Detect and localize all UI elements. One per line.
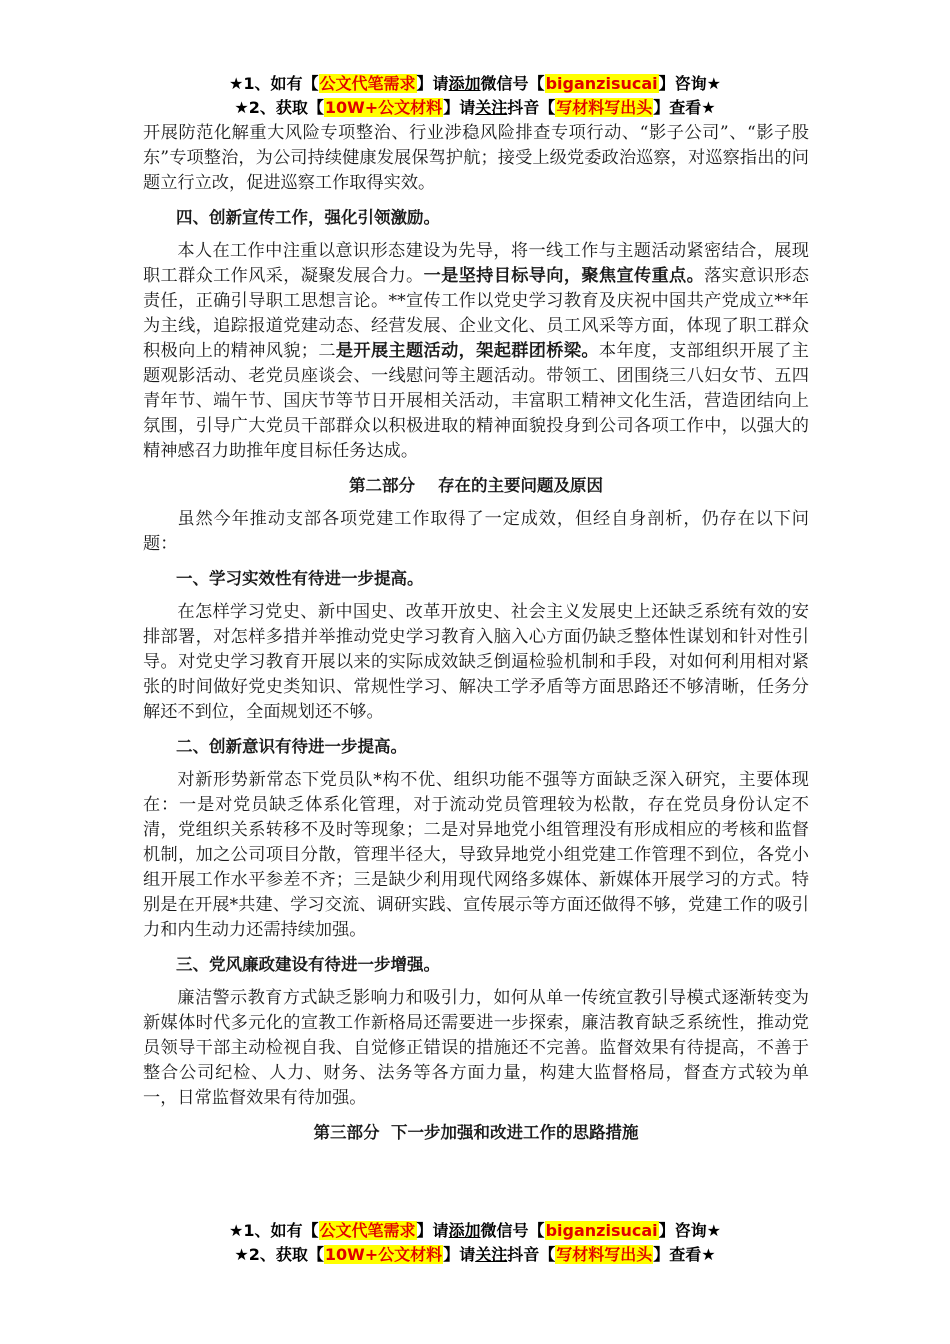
top-banner-line-1 <box>0 72 950 96</box>
wechat-id-highlight: biganzisucai <box>545 1221 658 1240</box>
document-body <box>143 121 809 1154</box>
banner-text: 】咨询★ <box>658 74 721 93</box>
douyin-highlight: 写材料写出头 <box>556 98 653 117</box>
section-heading: 一、学习实效性有待进一步提高。 <box>176 569 424 588</box>
section-heading: 二、创新意识有待进一步提高。 <box>176 737 407 756</box>
banner-text: ★2、获取【 <box>234 1245 324 1264</box>
banner-text: 微信号【 <box>480 1221 545 1240</box>
text-run: 落实意识形态责任，正确引导职工思想言论。**宣传工作以党史学习教育及庆祝中国共产党成立**年为主线，追踪报道党建动态、经营发展、企业文化、员工风采等方面，体现了职工群众积极向上的精神风貌；二 <box>143 266 809 361</box>
text-run: 本年度，支部组织开展了主题观影活动、老党员座谈会、一线慰问等主题活动。带领工、团围绕三八妇女节、五四青年节、端午节、国庆节等节日开展相关活动，丰富职工精神文化生活，营造团结向上氛围，引导广大党员干部群众以积极进取的精神面貌投身到公司各项工作中，以强大的精神感召力助推年度目标任务达成。 <box>143 341 809 461</box>
bottom-banner-line-2 <box>0 1243 950 1267</box>
banner-highlight: 公文代笔需求 <box>319 1221 416 1240</box>
part-heading: 第二部分 存在的主要问题及原因 <box>349 476 603 495</box>
banner-underline-text: 添加 <box>448 74 481 93</box>
banner-text: ★1、如有【 <box>229 1221 319 1240</box>
banner-highlight: 公文代笔需求 <box>319 74 416 93</box>
banner-text: 】请 <box>416 1221 449 1240</box>
banner-underline-text: 添加 <box>448 1221 481 1240</box>
section-heading: 四、创新宣传工作，强化引领激励。 <box>176 208 440 227</box>
paragraph: 对新形势新常态下党员队*构不优、组织功能不强等方面缺乏深入研究，主要体现在：一是对党员缺乏体系化管理，对于流动党员管理较为松散，存在党员身份认定不清，党组织关系转移不及时等现象；二是对异地党小组管理没有形成相应的考核和监督机制，加之公司项目分散，管理半径大，导致异地党小组党建工作管理不到位，各党小组开展工作水平参差不齐；三是缺少利用现代网络多媒体、新媒体开展学习的方式。特别是在开展*共建、学习交流、调研实践、宣传展示等方面还做得不够，党建工作的吸引力和内生动力还需持续加强。 <box>143 770 809 940</box>
paragraph: 虽然今年推动支部各项党建工作取得了一定成效，但经自身剖析，仍存在以下问题： <box>143 509 809 554</box>
paragraph: 在怎样学习党史、新中国史、改革开放史、社会主义发展史上还缺乏系统有效的安排部署，对怎样多措并举推动党史学习教育入脑入心方面仍缺乏整体性谋划和针对性引导。对党史学习教育开展以来的实际成效缺乏倒逼检验机制和手段，对如何利用相对紧张的时间做好党史类知识、常规性学习、解决工学矛盾等方面思路还不够清晰，任务分解还不到位，全面规划还不够。 <box>143 602 809 722</box>
banner-underline-text: 关注 <box>475 98 508 117</box>
banner-highlight: 10W+公文材料 <box>324 98 443 117</box>
banner-text: 】查看★ <box>653 98 716 117</box>
paragraph: 开展防范化解重大风险专项整治、行业涉稳风险排查专项行动、“影子公司”、“影子股东”专项整治，为公司持续健康发展保驾护航；接受上级党委政治巡察，对巡察指出的问题立行立改，促进巡察工作取得实效。 <box>143 123 809 193</box>
bold-run: 一是坚持目标导向，聚焦宣传重点。 <box>423 266 705 286</box>
banner-text: 抖音【 <box>507 1245 556 1264</box>
banner-highlight: 10W+公文材料 <box>324 1245 443 1264</box>
douyin-highlight: 写材料写出头 <box>556 1245 653 1264</box>
banner-text: 】请 <box>443 1245 476 1264</box>
banner-text: 】请 <box>416 74 449 93</box>
bottom-banner-line-1 <box>0 1219 950 1243</box>
banner-underline-text: 关注 <box>475 1245 508 1264</box>
banner-text: 微信号【 <box>480 74 545 93</box>
banner-text: 】查看★ <box>653 1245 716 1264</box>
top-banner-line-2 <box>0 96 950 120</box>
banner-text: 抖音【 <box>507 98 556 117</box>
banner-text: ★2、获取【 <box>234 98 324 117</box>
section-heading: 三、党风廉政建设有待进一步增强。 <box>176 955 440 974</box>
paragraph: 廉洁警示教育方式缺乏影响力和吸引力，如何从单一传统宣教引导模式逐渐转变为新媒体时代多元化的宣教工作新格局还需要进一步探索，廉洁教育缺乏系统性，推动党员领导干部主动检视自我、自觉修正错误的措施还不完善。监督效果有待提高，不善于整合公司纪检、人力、财务、法务等各方面力量，构建大监督格局，督查方式较为单一，日常监督效果有待加强。 <box>143 988 809 1108</box>
paragraph <box>143 239 809 464</box>
bold-run: 是开展主题活动，架起群团桥梁。 <box>335 341 599 361</box>
text-run: 本人在工作中注重以意识形态建设为先导，将一线工作与主题活动紧密结合，展现职工群众工作风采，凝聚发展合力。 <box>143 241 809 286</box>
wechat-id-highlight: biganzisucai <box>545 74 658 93</box>
banner-text: 】咨询★ <box>658 1221 721 1240</box>
banner-text: ★1、如有【 <box>229 74 319 93</box>
banner-text: 】请 <box>443 98 476 117</box>
part-heading: 第三部分 下一步加强和改进工作的思路措施 <box>313 1123 639 1142</box>
